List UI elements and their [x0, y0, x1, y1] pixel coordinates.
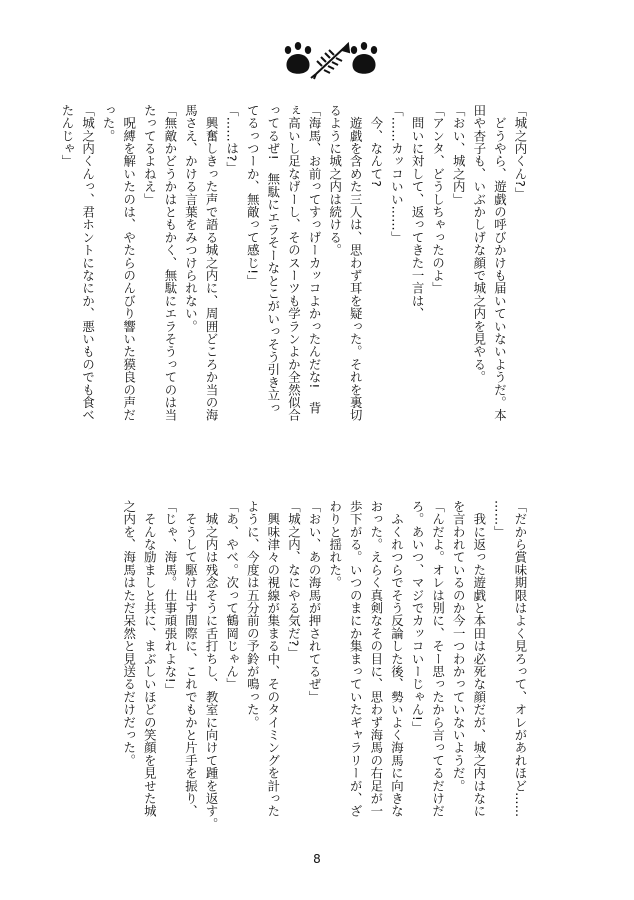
paw-icon	[351, 42, 377, 74]
text-block-lower: 「だから賞味期限はよく見ろって、オレがあれほど…… ……」 我に返った遊戯と本田は必死な顔だが、城之内はなに を言われているのか今一つわかっていないようだ。 「んだよ。オレは別に、そー思ったから言ってるだけだ ろ。あいつ、マジでカッコいーじゃん!」 ふくれつらでそう反論した後、勢いよく海馬に向きな おった。えらく真剣なその目に、思わず海馬の右足が一 歩下がる。いつのまにか集まっていたギャラリーが、ざ わりと揺れた。 「おい、あの海馬が押されてるぜ」 「城之内、なにやる気だ?」 興味津々の視線が集まる中、そのタイミングを計った ように、今度は五分前の予鈴が鳴った。 「あ、やべ。次って鶴岡じゃん」 城之内は残念そうに舌打ちし、教室に向けて踵を返す。 そうして駆け出す間際に、これでもかと片手を振り、 「じゃ、海馬。仕事頑張れよな!」 そんな励ましと共に、まぶしいほどの笑顔を見せた城 之内を、海馬はただ呆然と見送るだけだった。	[121, 500, 528, 831]
fishbone-icon	[311, 44, 349, 79]
paw-icon	[285, 42, 311, 74]
paw-fishbone-paw-icon	[278, 40, 382, 80]
text-block-upper: 「城之内くん?」 どうやら、遊戯の呼びかけも届いていないようだ。本 田や杏子も、いぶかしげな顔で城之内を見やる。 「おい、城之内」 「アンタ、どうしちゃったのよ」 問いに対して、返ってきた一言は、 「……カッコいい……」 今、なんて? 遊戯を含めた三人は、思わず耳を疑った。それを裏切 るように城之内は続ける。 「海馬、お前ってすっげーカッコよかったんだな! 背 ぇ高いし足なげーし、そのスーツも学ランよか全然似合 ってるぜ! 無駄にエラそーなとこがいっそう引き立っ てるっつーか、無敵って感じ!」 「……は?」 興奮しきった声で語る城之内に、周囲どころか当の海 馬さえ、かける言葉をみつけられない。 「無敵かどうかはともかく、無駄にエラそうってのは当 たってるよねえ」 呪縛を解いたのは、やたらのんびり響いた獏良の声だ った。 「城之内くんっ、君ホントになにか、悪いものでも食べ たんじゃ」	[59, 104, 528, 422]
page-number: 8	[313, 852, 321, 866]
